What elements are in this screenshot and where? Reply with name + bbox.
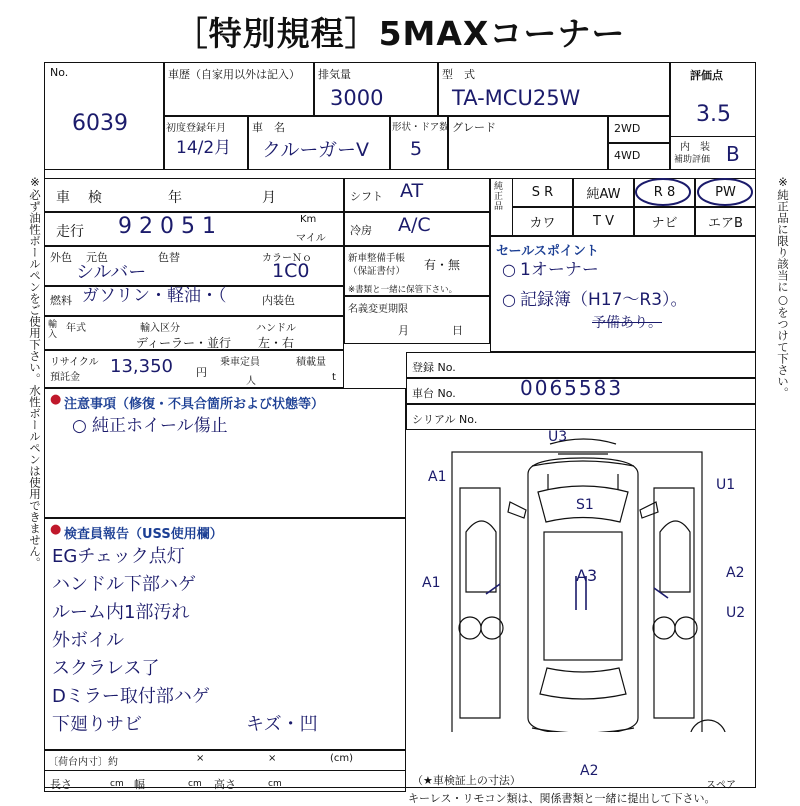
diagram-mark-a3: A3 bbox=[576, 566, 598, 585]
deposit-label: 預託金 bbox=[50, 372, 80, 383]
length-cm: cm bbox=[110, 779, 124, 789]
interior-sub-label: 補助評価 bbox=[674, 155, 711, 165]
import-class-value: ディーラー・並行 bbox=[136, 336, 232, 350]
ac-value: A/C bbox=[398, 214, 431, 236]
shaken-month-label: 月 bbox=[262, 190, 276, 206]
shift-label: シフト bbox=[350, 190, 383, 203]
diagram-mark-u3: U3 bbox=[548, 429, 568, 445]
option-r8-label: R 8 bbox=[653, 185, 676, 200]
diagram-spare-label: スペア bbox=[706, 780, 736, 791]
displacement-label: 排気量 bbox=[318, 68, 351, 81]
inspection-line-5: スクラレス了 bbox=[52, 658, 160, 679]
reg-no-cell bbox=[406, 352, 756, 378]
sales-point-2: 記録簿（H17～R3）。 bbox=[520, 290, 688, 310]
load-x1: × bbox=[196, 753, 205, 764]
diagram-mark-a2-right: A2 bbox=[726, 565, 745, 581]
height-cm: cm bbox=[268, 779, 282, 789]
exterior-label: 外色 bbox=[50, 251, 72, 264]
no-value: 6039 bbox=[72, 111, 128, 136]
ton-label: t bbox=[332, 372, 336, 383]
reg-no-label: 登録 No. bbox=[412, 361, 456, 374]
interior-label: 内 装 bbox=[680, 142, 710, 153]
interior-color-label: 内装色 bbox=[262, 294, 295, 307]
mile-label: マイル bbox=[296, 233, 326, 244]
option-aw-label: 純AW bbox=[586, 187, 621, 202]
base-color-label: 元色 bbox=[86, 251, 108, 264]
diagram-mark-a1-top: A1 bbox=[428, 469, 447, 485]
option-circle-marks bbox=[630, 176, 762, 210]
name-change-month: 月 bbox=[398, 324, 409, 337]
yen-label: 円 bbox=[196, 366, 207, 379]
width-cm: cm bbox=[188, 779, 202, 789]
load-label: 積載量 bbox=[296, 357, 326, 368]
shaken-label: 車 検 bbox=[56, 190, 104, 206]
drive-4wd-label: 4WD bbox=[614, 149, 641, 162]
warranty-label: 新車整備手帳 bbox=[348, 253, 406, 264]
notes-bullet: ○ bbox=[72, 416, 87, 436]
diagram-mark-a2-bottom: A2 bbox=[580, 763, 599, 779]
year-model-label: 年式 bbox=[66, 323, 86, 334]
ac-label: 冷房 bbox=[350, 224, 372, 237]
person-label: 人 bbox=[246, 376, 256, 387]
serial-no-label: シリアル No. bbox=[412, 413, 478, 426]
load-inner-label: 〔荷台内寸〕約 bbox=[48, 757, 118, 768]
shape-door-value: 5 bbox=[410, 138, 423, 160]
import-class-label: 輸入区分 bbox=[140, 323, 180, 334]
handle-value: 左・右 bbox=[258, 336, 295, 350]
inspection-line-3: ルーム内1部汚れ bbox=[52, 602, 190, 623]
page-title: ［特別規程］5MAXコーナー bbox=[174, 13, 626, 53]
option-pw-label: PW bbox=[715, 185, 736, 200]
shape-door-label: 形状・ドア数 bbox=[392, 122, 449, 133]
inspection-title: 検査員報告（USS使用欄） bbox=[64, 527, 223, 542]
no-label: No. bbox=[50, 66, 69, 79]
option-kawa-label: カワ bbox=[529, 216, 556, 231]
import-label: 輸入 bbox=[48, 320, 58, 340]
load-x2: × bbox=[268, 753, 277, 764]
mileage-label: 走行 bbox=[56, 224, 84, 240]
right-warning-note: ※純正品に限り該当に○をつけて下さい。 bbox=[776, 175, 790, 399]
inspection-line-4: 外ボイル bbox=[52, 630, 124, 651]
inspection-line-8: キズ・凹 bbox=[246, 714, 318, 735]
rating-label: 評価点 bbox=[690, 69, 723, 82]
genuine-label: 純正品 bbox=[494, 182, 504, 212]
inspection-line-7: 下廻りサビ bbox=[52, 714, 142, 735]
diagram-mark-u1: U1 bbox=[716, 477, 736, 493]
sales-point-bullet-1: ○ bbox=[502, 260, 516, 279]
model-value: TA-MCU25W bbox=[452, 86, 581, 110]
recycle-label: リサイクル bbox=[50, 357, 99, 368]
option-tv-label: T V bbox=[593, 214, 614, 229]
shaken-year-label: 年 bbox=[168, 190, 182, 206]
capacity-label: 乗車定員 bbox=[220, 357, 260, 368]
handle-label: ハンドル bbox=[256, 323, 296, 334]
displacement-value: 3000 bbox=[330, 86, 384, 110]
name-change-label: 名義変更期限 bbox=[348, 304, 408, 315]
first-reg-value: 14/2月 bbox=[176, 138, 232, 158]
car-name-value: クルーガーV bbox=[262, 139, 370, 161]
chassis-no-label: 車台 No. bbox=[412, 387, 456, 400]
model-label: 型 式 bbox=[442, 68, 475, 81]
km-label: Km bbox=[300, 214, 317, 225]
width-label: 幅 bbox=[134, 778, 145, 791]
option-sr-label: S R bbox=[531, 185, 554, 200]
sales-point-strike: 予備あり。 bbox=[592, 315, 662, 331]
chassis-no-value: 0065583 bbox=[520, 376, 624, 400]
warranty-yes-no: 有・無 bbox=[424, 258, 461, 272]
notes-value: 純正ホイール傷止 bbox=[92, 416, 228, 436]
length-label: 長さ bbox=[50, 778, 72, 791]
sales-point-bullet-2: ○ bbox=[502, 290, 516, 309]
mileage-value: 92051 bbox=[118, 214, 223, 239]
left-warning-note: ※必ず油性ボールペンをご使用下さい。水性ボールペンは使用できません。 bbox=[28, 175, 42, 569]
inspection-line-6: Dミラー取付部ハゲ bbox=[52, 686, 210, 707]
inspection-line-1: EGチェック点灯 bbox=[52, 546, 185, 567]
inspection-title-icon: ● bbox=[50, 522, 62, 537]
notes-title: 注意事項（修復・不具合箇所および状態等） bbox=[64, 397, 325, 412]
warranty-sub-label: （保証書付） bbox=[348, 266, 406, 277]
sales-point-title: セールスポイント bbox=[496, 244, 599, 259]
history-label: 車歴（自家用以外は記入） bbox=[168, 68, 300, 81]
color-no-label: カラーＮｏ bbox=[262, 253, 312, 264]
notes-title-icon: ● bbox=[50, 392, 62, 407]
interior-value: B bbox=[726, 142, 740, 166]
recycle-value: 13,350 bbox=[110, 356, 173, 377]
first-reg-label: 初度登録年月 bbox=[166, 123, 226, 134]
diagram-mark-s1: S1 bbox=[576, 497, 594, 513]
car-name-label: 車 名 bbox=[252, 121, 285, 134]
diagram-mark-a1-bottom: A1 bbox=[422, 575, 441, 591]
option-airbag-label: エアB bbox=[708, 216, 743, 231]
drive-2wd-label: 2WD bbox=[614, 122, 641, 135]
name-change-day: 日 bbox=[452, 324, 463, 337]
color-change-label: 色替 bbox=[158, 251, 180, 264]
bottom-note: キーレス・リモコン類は、関係書類と一緒に提出して下さい。 bbox=[408, 792, 716, 805]
dims-note-label: （★車検証上の寸法） bbox=[412, 774, 521, 787]
warranty-note: ※書類と一緒に保管下さい。 bbox=[348, 285, 458, 295]
fuel-value: ガソリン・軽油・（ bbox=[82, 286, 227, 306]
rating-value: 3.5 bbox=[696, 102, 731, 127]
fuel-label: 燃料 bbox=[50, 294, 72, 307]
option-navi-label: ナビ bbox=[651, 216, 678, 231]
color-no-value: 1C0 bbox=[272, 260, 310, 282]
base-color-value: シルバー bbox=[76, 262, 147, 283]
grade-label: グレード bbox=[452, 121, 496, 134]
inspection-line-2: ハンドル下部ハゲ bbox=[52, 574, 196, 595]
height-label: 高さ bbox=[214, 778, 236, 791]
shift-value: AT bbox=[400, 180, 424, 202]
load-cm-unit: (cm) bbox=[330, 753, 354, 764]
sales-point-1: 1オーナー bbox=[520, 260, 599, 280]
diagram-mark-u2: U2 bbox=[726, 605, 746, 621]
